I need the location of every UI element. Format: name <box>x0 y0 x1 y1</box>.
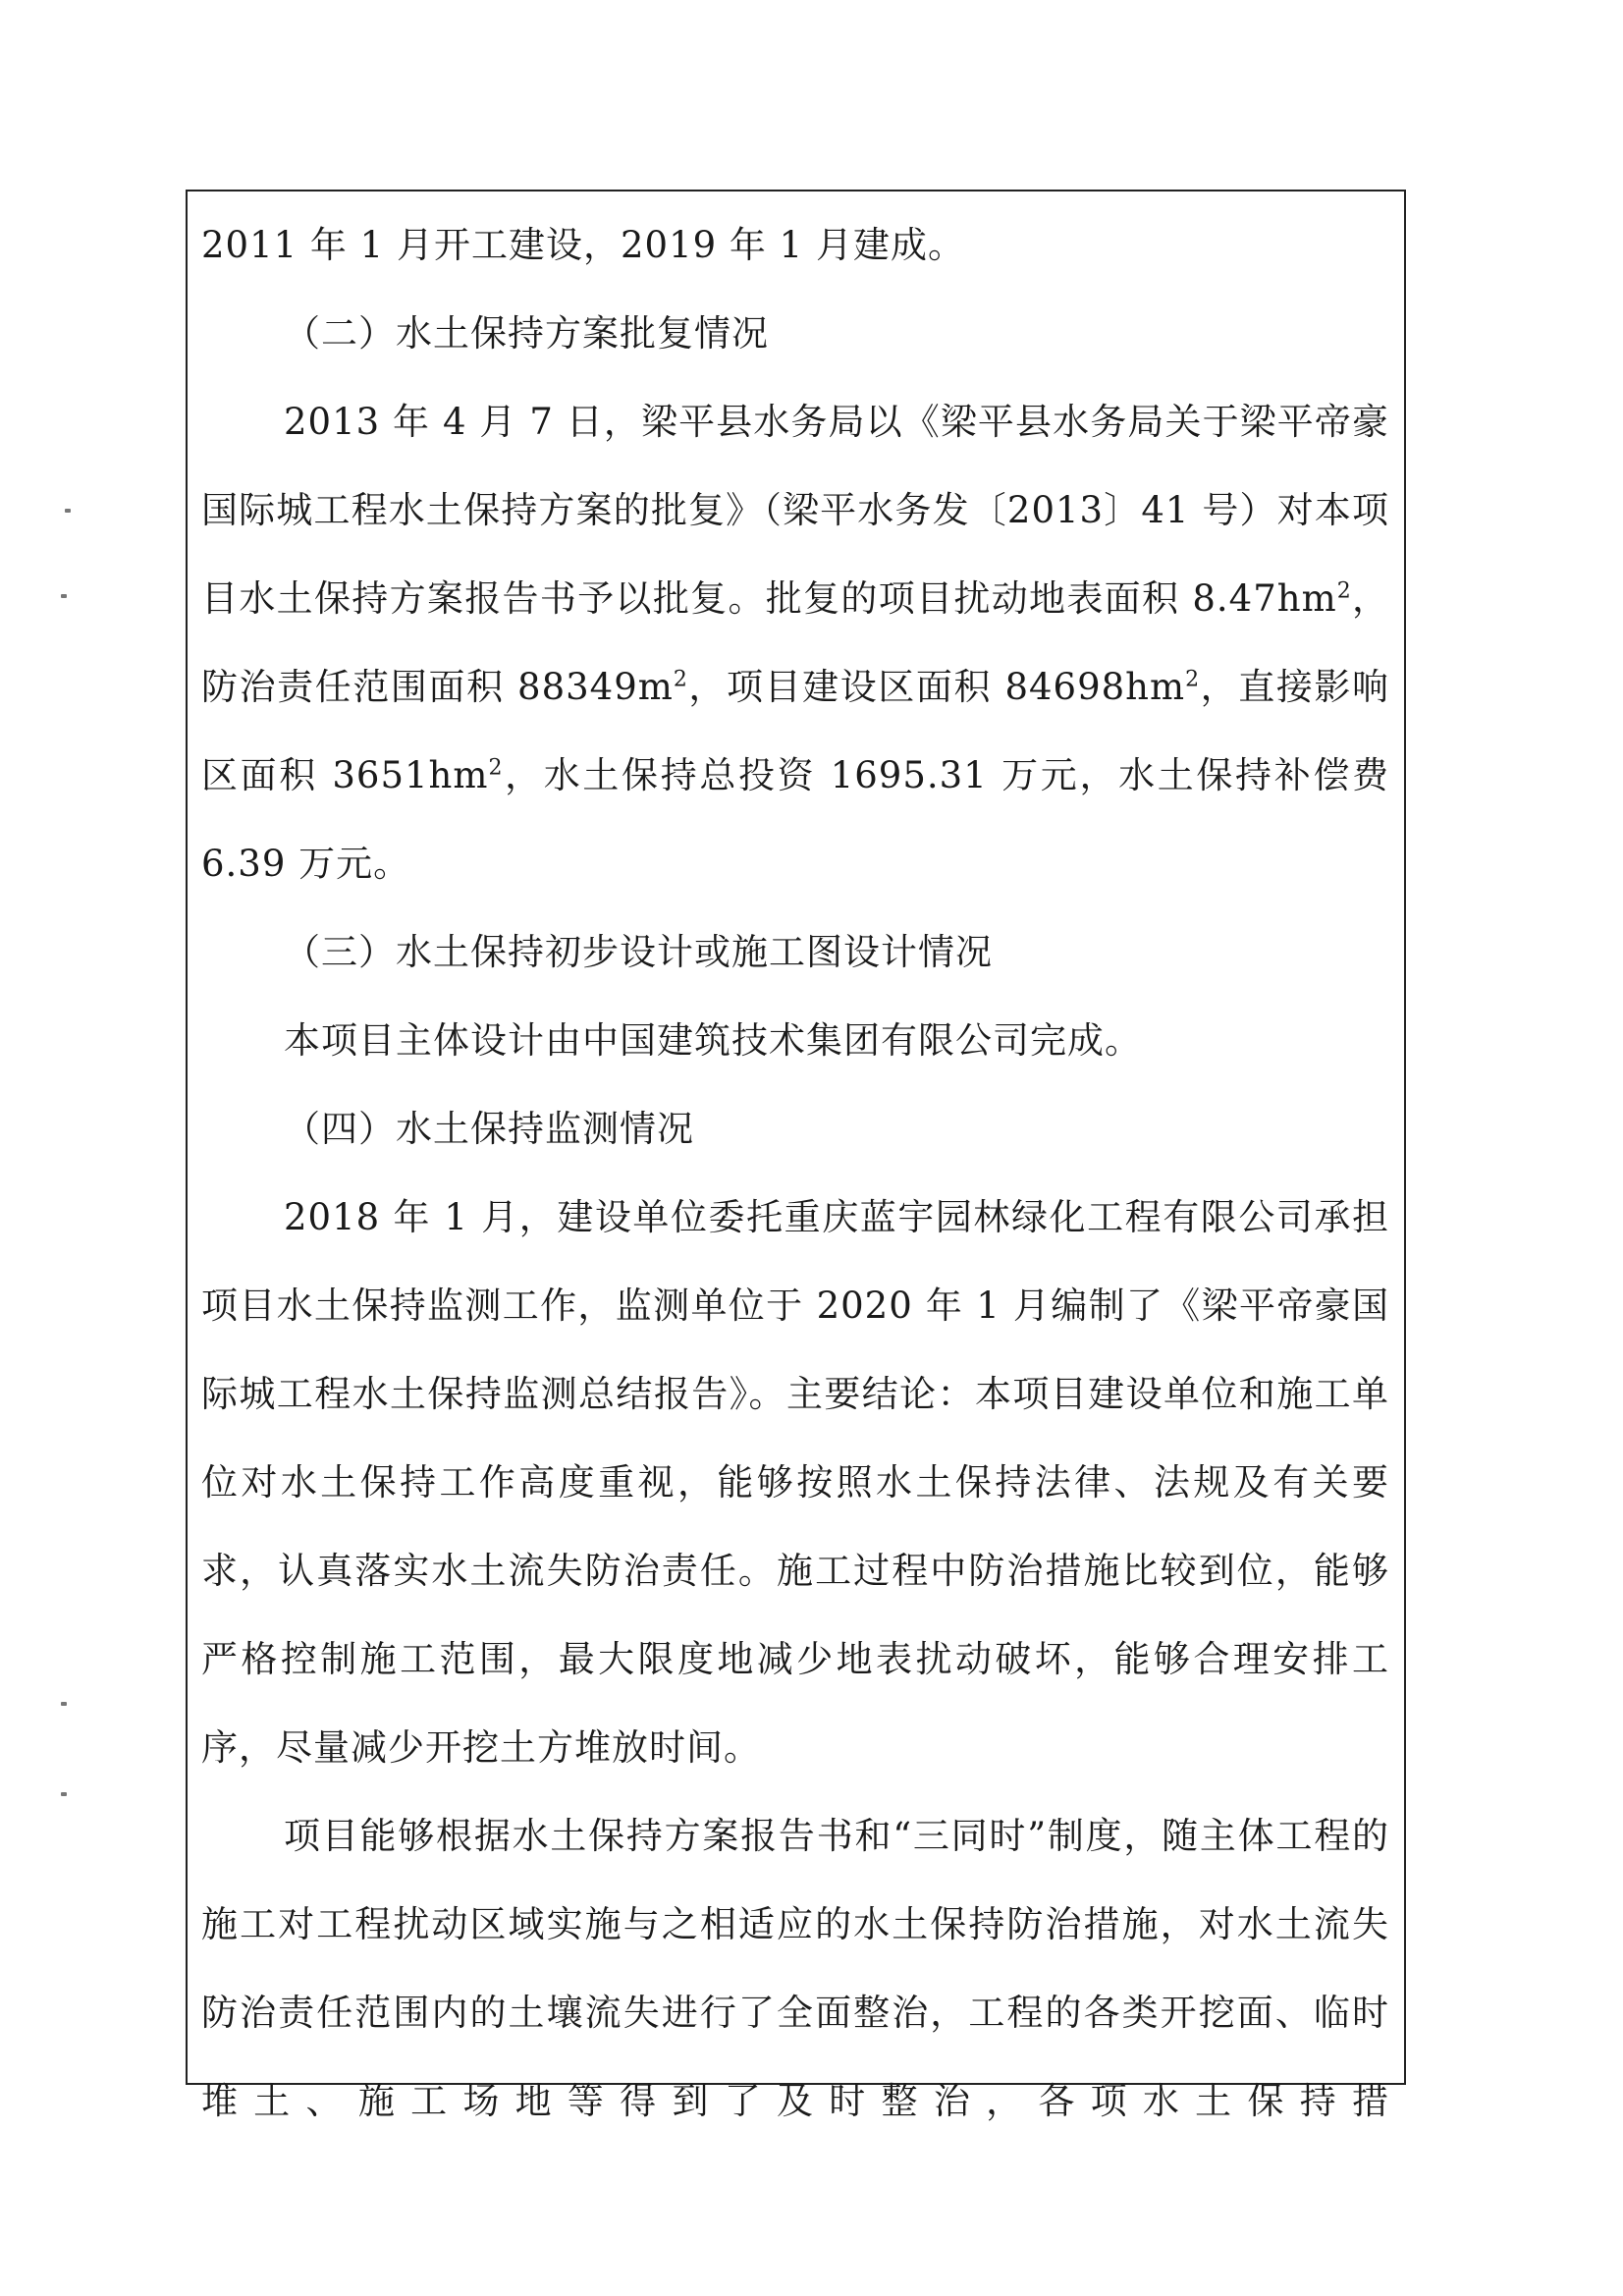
monitoring-paragraph: 2018 年 1 月，建设单位委托重庆蓝宇园林绿化工程有限公司承担项目水土保持监测工作，监测单位于 2020 年 1 月编制了《梁平帝豪国际城工程水土保持监测总结报告》。主要结论：本项目建设单位和施工单位对水土保持工作高度重视，能够按照水土保持法律、法规及有关要求，认真落实水土流失防治责任。施工过程中防治措施比较到位，能够严格控制施工范围，最大限度地减少地表扰动破坏，能够合理安排工序，尽量减少开挖土方堆放时间。 <box>201 1196 1389 1769</box>
section-heading-design: （三）水土保持初步设计或施工图设计情况 <box>284 931 993 973</box>
design-paragraph: 本项目主体设计由中国建筑技术集团有限公司完成。 <box>284 1019 1142 1062</box>
approval-text-a: 2013 年 4 月 7 日，梁平县水务局以《梁平县水务局关于梁平帝豪国际城工程水土保持方案的批复》（梁平水务发〔2013〕41 号）对本项目水土保持方案报告书予以批复。批复的项目扰动地表面积 8.47hm <box>201 401 1389 620</box>
scan-margin-mark <box>65 509 71 513</box>
approval-text-c: ，项目建设区面积 84698hm <box>687 666 1186 708</box>
unit-superscript: 2 <box>488 755 504 781</box>
approval-text-e: ，水土保持总投资 1695.31 万元，水土保持补偿费 6.39 万元。 <box>201 754 1389 885</box>
unit-superscript: 2 <box>673 667 688 692</box>
approval-text-b: ，防治责任范围面积 88349m <box>201 577 1390 708</box>
scan-margin-mark <box>61 1702 67 1706</box>
measures-paragraph: 项目能够根据水土保持方案报告书和“三同时”制度，随主体工程的施工对工程扰动区域实施与之相适应的水土保持防治措施，对水土流失防治责任范围内的土壤流失进行了全面整治，工程的各类开挖面、临时堆土、施工场地等得到了及时整治，各项水土保持措 <box>201 1815 1389 2122</box>
document-body <box>201 201 1389 2146</box>
section-heading-approval: （二）水土保持方案批复情况 <box>284 312 769 355</box>
approval-text-d: ，直接影响区面积 3651hm <box>201 666 1389 796</box>
approval-paragraph <box>201 378 1389 908</box>
unit-superscript: 2 <box>1185 667 1201 692</box>
unit-superscript: 2 <box>1336 578 1352 604</box>
scan-margin-mark <box>61 594 67 598</box>
scan-margin-mark <box>61 1792 67 1796</box>
section-heading-monitoring: （四）水土保持监测情况 <box>284 1108 694 1150</box>
construction-period-line: 2011 年 1 月开工建设，2019 年 1 月建成。 <box>201 224 965 266</box>
